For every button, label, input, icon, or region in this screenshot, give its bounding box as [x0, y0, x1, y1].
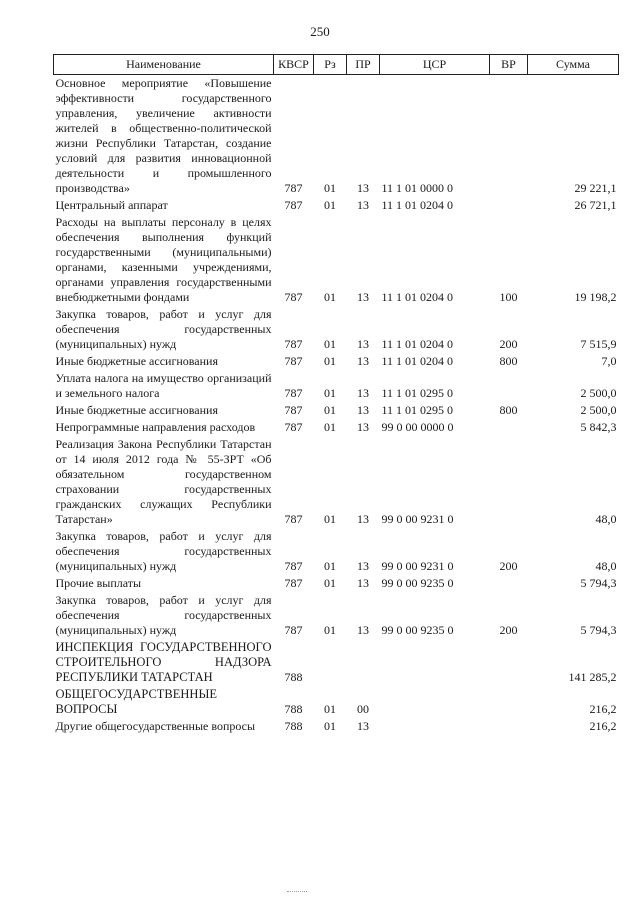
cell-vr	[490, 419, 528, 436]
cell-name: ОБЩЕГОСУДАРСТВЕННЫЕ ВОПРОСЫ	[55, 687, 217, 716]
cell-sum: 216,2	[589, 702, 617, 716]
cell-sum: 19 198,2	[574, 290, 617, 304]
cell-pr: 13	[357, 337, 369, 351]
cell-name: Центральный аппарат	[55, 198, 168, 212]
cell-pr: 13	[357, 719, 369, 733]
cell-pr: 13	[357, 181, 369, 195]
cell-kvsr: 787	[284, 403, 303, 417]
cell-kvsr: 787	[284, 181, 303, 195]
cell-name: Непрограммные направления расходов	[55, 420, 256, 434]
cell-kvsr: 787	[284, 512, 303, 526]
cell-sum: 2 500,0	[580, 403, 617, 417]
cell-name: Прочие выплаты	[55, 576, 142, 590]
cell-vr: 200	[499, 623, 518, 637]
cell-csr: 11 1 01 0295 0	[381, 403, 454, 417]
cell-csr: 11 1 01 0000 0	[381, 181, 454, 195]
cell-sum: 5 794,3	[580, 576, 617, 590]
cell-sum: 26 721,1	[574, 198, 617, 212]
cell-rz	[314, 639, 347, 686]
cell-rz: 01	[324, 181, 336, 195]
table-row	[54, 370, 619, 402]
header-csr: ЦСР	[380, 55, 490, 75]
header-pr: ПР	[347, 55, 380, 75]
cell-vr	[490, 686, 528, 718]
cell-sum: 7,0	[601, 354, 617, 368]
cell-name: Закупка товаров, работ и услуг для обеспечения государственных (муниципальных) нужд	[55, 529, 272, 573]
cell-kvsr: 787	[284, 576, 303, 590]
cell-pr: 13	[357, 198, 369, 212]
cell-rz: 01	[324, 719, 336, 733]
cell-pr: 13	[357, 559, 369, 573]
cell-csr: 99 0 00 9235 0	[381, 623, 454, 637]
cell-csr: 11 1 01 0204 0	[381, 354, 454, 368]
cell-csr: 99 0 00 9235 0	[381, 576, 454, 590]
table-row	[54, 402, 619, 419]
cell-vr: 100	[499, 290, 518, 304]
cell-rz: 01	[324, 290, 336, 304]
cell-rz: 01	[324, 337, 336, 351]
cell-csr	[380, 718, 490, 735]
header-rz: Рз	[314, 55, 347, 75]
cell-csr: 99 0 00 9231 0	[381, 512, 454, 526]
cell-pr: 00	[357, 702, 369, 716]
table-row	[54, 575, 619, 592]
cell-pr: 13	[357, 576, 369, 590]
table-row	[54, 306, 619, 353]
cell-csr	[380, 686, 490, 718]
page-number: 250	[310, 24, 330, 39]
cell-vr	[490, 639, 528, 686]
header-vr: ВР	[490, 55, 528, 75]
cell-pr: 13	[357, 512, 369, 526]
cell-vr	[490, 370, 528, 402]
cell-rz: 01	[324, 576, 336, 590]
cell-sum: 5 794,3	[580, 623, 617, 637]
cell-name: Иные бюджетные ассигнования	[55, 403, 218, 417]
cell-sum: 141 285,2	[568, 670, 617, 684]
cell-vr: 800	[499, 354, 518, 368]
table-row	[54, 436, 619, 528]
cell-name: Закупка товаров, работ и услуг для обеспечения государственных (муниципальных) нужд	[55, 593, 272, 637]
cell-pr: 13	[357, 420, 369, 434]
cell-rz: 01	[324, 198, 336, 212]
cell-csr: 11 1 01 0204 0	[381, 198, 454, 212]
table-row	[54, 686, 619, 718]
header-name: Наименование	[54, 55, 274, 75]
cell-kvsr: 787	[284, 386, 303, 400]
cell-vr	[490, 718, 528, 735]
cell-csr	[380, 639, 490, 686]
table-row	[54, 639, 619, 686]
cell-kvsr: 787	[284, 354, 303, 368]
cell-pr: 13	[357, 403, 369, 417]
cell-sum: 48,0	[595, 559, 617, 573]
cell-pr	[347, 639, 380, 686]
cell-name: Реализация Закона Республики Татарстан от 14 июля 2012 года № 55-ЗРТ «Об обязательном государственном страховании государственных гражданских служащих Республики Татарстан»	[55, 437, 272, 526]
table-row	[54, 718, 619, 735]
cell-rz: 01	[324, 559, 336, 573]
table-row	[54, 197, 619, 214]
table-header	[54, 55, 619, 75]
cell-sum: 7 515,9	[580, 337, 617, 351]
cell-pr: 13	[357, 386, 369, 400]
cell-kvsr: 787	[284, 420, 303, 434]
cell-kvsr: 788	[284, 719, 303, 733]
cell-csr: 11 1 01 0204 0	[381, 290, 454, 304]
cell-kvsr: 787	[284, 290, 303, 304]
cell-name: Закупка товаров, работ и услуг для обеспечения государственных (муниципальных) нужд	[55, 307, 272, 351]
cell-rz: 01	[324, 512, 336, 526]
cell-pr: 13	[357, 290, 369, 304]
cell-rz: 01	[324, 354, 336, 368]
cell-vr	[490, 197, 528, 214]
cell-kvsr: 788	[284, 702, 303, 716]
cell-csr: 99 0 00 0000 0	[381, 420, 454, 434]
cell-sum: 2 500,0	[580, 386, 617, 400]
cell-rz: 01	[324, 386, 336, 400]
cell-vr: 800	[499, 403, 518, 417]
cell-kvsr: 788	[284, 670, 303, 684]
budget-table	[53, 54, 619, 735]
cell-kvsr: 787	[284, 198, 303, 212]
cell-name: ИНСПЕКЦИЯ ГОСУДАРСТВЕННОГО СТРОИТЕЛЬНОГО НАДЗОРА РЕСПУБЛИКИ ТАТАРСТАН	[55, 640, 272, 684]
cell-vr: 200	[499, 337, 518, 351]
cell-vr	[490, 75, 528, 198]
table-row	[54, 353, 619, 370]
cell-name: Основное мероприятие «Повышение эффективности государственного управления, увеличение активности жителей в общественно-политической жизни Республики Татарстан, создание условий для развития инновационной деятельности и промышленного производства»	[55, 76, 272, 195]
cell-kvsr: 787	[284, 337, 303, 351]
table-row	[54, 214, 619, 306]
cell-name: Иные бюджетные ассигнования	[55, 354, 218, 368]
cell-rz: 01	[324, 403, 336, 417]
table-row	[54, 528, 619, 575]
cell-name: Уплата налога на имущество организаций и земельного налога	[55, 371, 272, 400]
cell-rz: 01	[324, 420, 336, 434]
cell-csr: 11 1 01 0295 0	[381, 386, 454, 400]
table-row	[54, 592, 619, 639]
cell-vr: 200	[499, 559, 518, 573]
cell-pr: 13	[357, 354, 369, 368]
cell-sum: 5 842,3	[580, 420, 617, 434]
header-sum: Сумма	[528, 55, 619, 75]
cell-sum: 29 221,1	[574, 181, 617, 195]
cell-csr: 11 1 01 0204 0	[381, 337, 454, 351]
cell-rz: 01	[324, 702, 336, 716]
cell-csr: 99 0 00 9231 0	[381, 559, 454, 573]
bottom-mark	[287, 891, 307, 892]
table-row	[54, 75, 619, 198]
cell-vr	[490, 436, 528, 528]
cell-sum: 48,0	[595, 512, 617, 526]
header-kvsr: КВСР	[274, 55, 314, 75]
cell-kvsr: 787	[284, 623, 303, 637]
cell-rz: 01	[324, 623, 336, 637]
cell-pr: 13	[357, 623, 369, 637]
table-row	[54, 419, 619, 436]
cell-sum: 216,2	[589, 719, 617, 733]
cell-name: Другие общегосударственные вопросы	[55, 719, 256, 733]
cell-name: Расходы на выплаты персоналу в целях обеспечения выполнения функций государственными (муниципальными) органами, казенными учреждениями, органами управления государственными внебюджетными фондами	[55, 215, 272, 304]
cell-kvsr: 787	[284, 559, 303, 573]
table-body	[54, 75, 619, 736]
cell-vr	[490, 575, 528, 592]
